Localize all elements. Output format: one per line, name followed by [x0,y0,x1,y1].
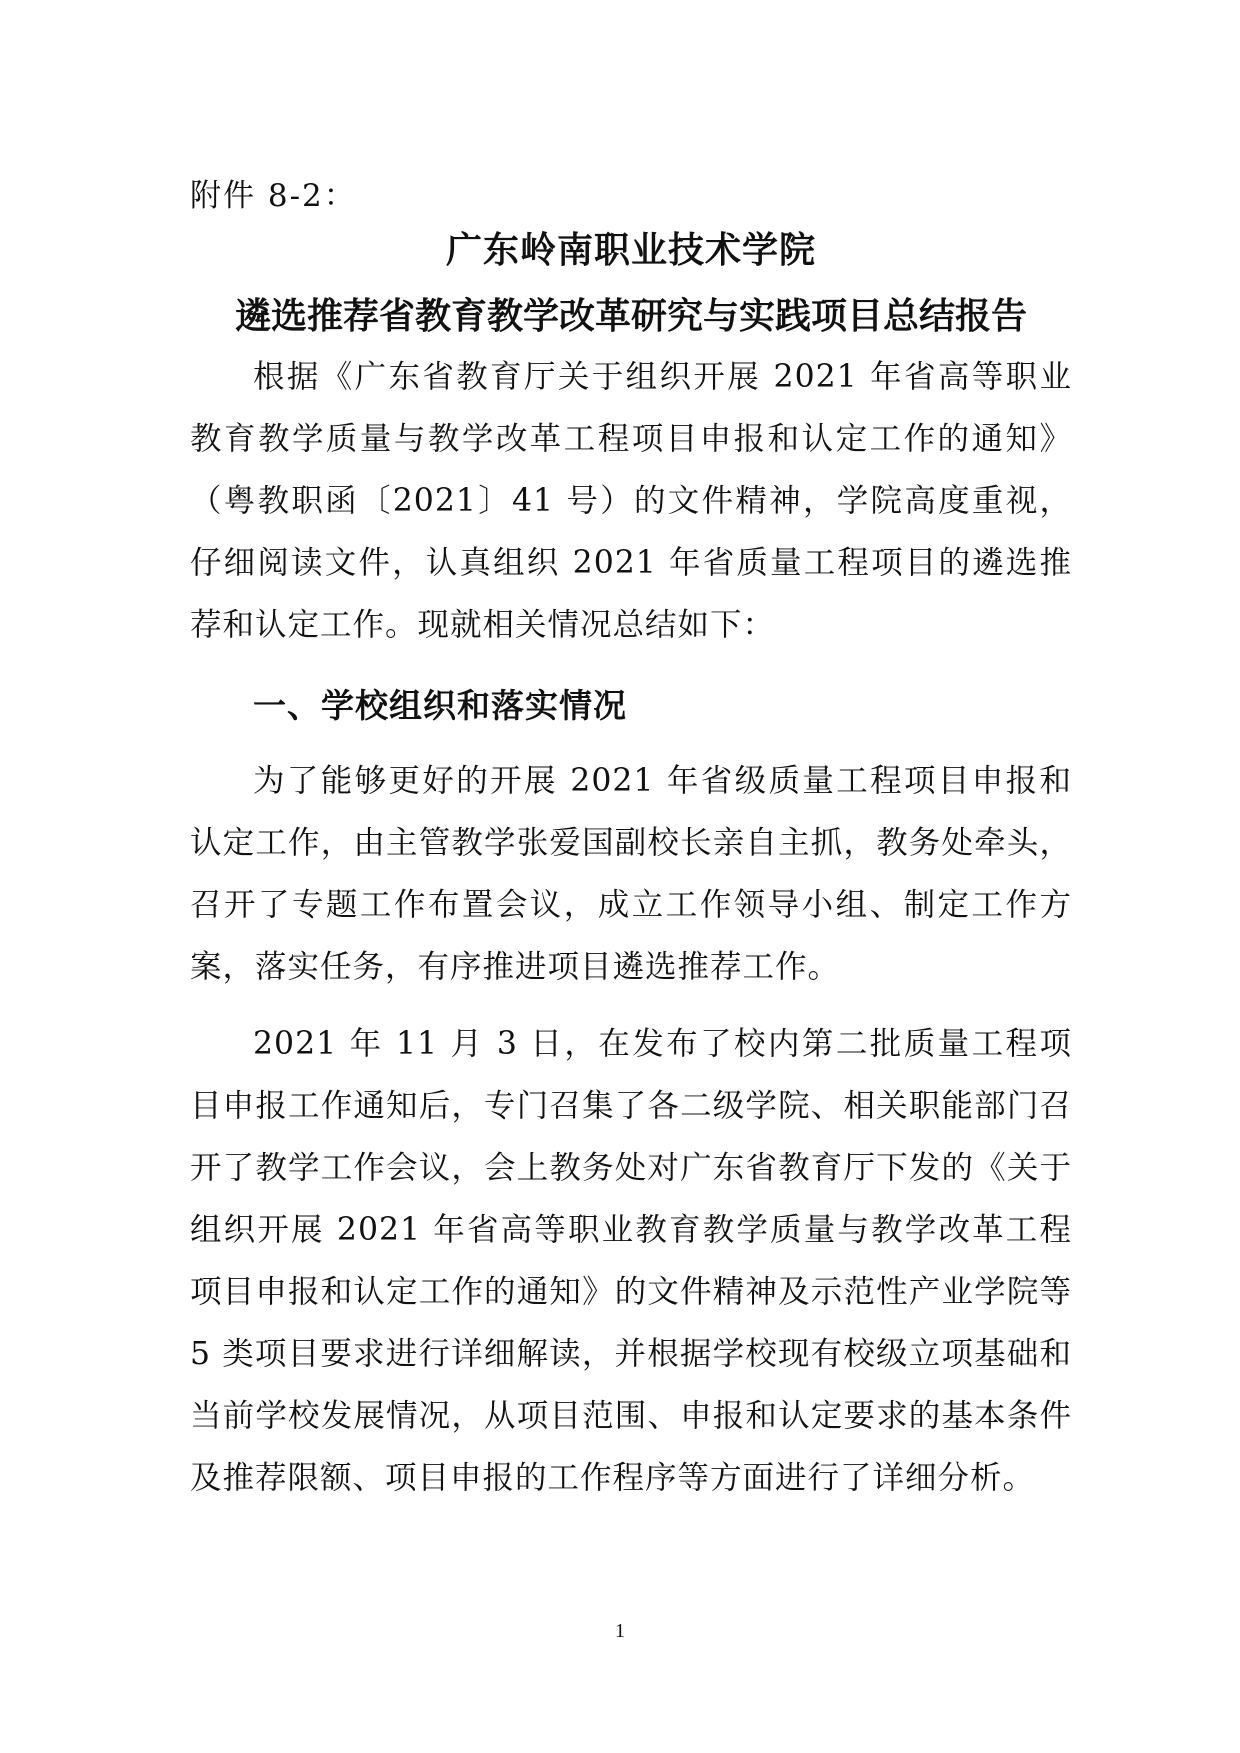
page-number: 1 [615,1620,625,1642]
section-heading-1: 一、学校组织和落实情况 [253,686,627,725]
section-1-paragraph-2: 2021 年 11 月 3 日，在发布了校内第二批质量工程项目申报工作通知后，专门召集了各二级学院、相关职能部门召开了教学工作会议，会上教务处对广东省教育厅下发的《关于组织开展 2021 年省高等职业教育教学质量与教学改革工程项目申报和认定工作的通知》的文件精神及示范性产业学院等 5 类项目要求进行详细解读，并根据学校现有校级立项基础和当前学校发展情况，从项目范围、申报和认定要求的基本条件及推荐限额、项目申报的工作程序等方面进行了详细分析。 [190,1026,1072,1496]
section-1-paragraph-1: 为了能够更好的开展 2021 年省级质量工程项目申报和认定工作，由主管教学张爱国副校长亲自主抓，教务处牵头，召开了专题工作布置会议，成立工作领导小组、制定工作方案，落实任务，有序推进项目遴选推荐工作。 [190,763,1072,985]
intro-paragraph: 根据《广东省教育厅关于组织开展 2021 年省高等职业教育教学质量与教学改革工程项目申报和认定工作的通知》（粤教职函〔2021〕41 号）的文件精神，学院高度重视，仔细阅读文件，认真组织 2021 年省质量工程项目的遴选推荐和认定工作。现就相关情况总结如下： [190,359,1072,643]
attachment-label: 附件 8-2： [190,178,357,214]
document-title-line-2: 遴选推荐省教育教学改革研究与实践项目总结报告 [234,295,1027,337]
document-title-line-1: 广东岭南职业技术学院 [445,229,816,271]
